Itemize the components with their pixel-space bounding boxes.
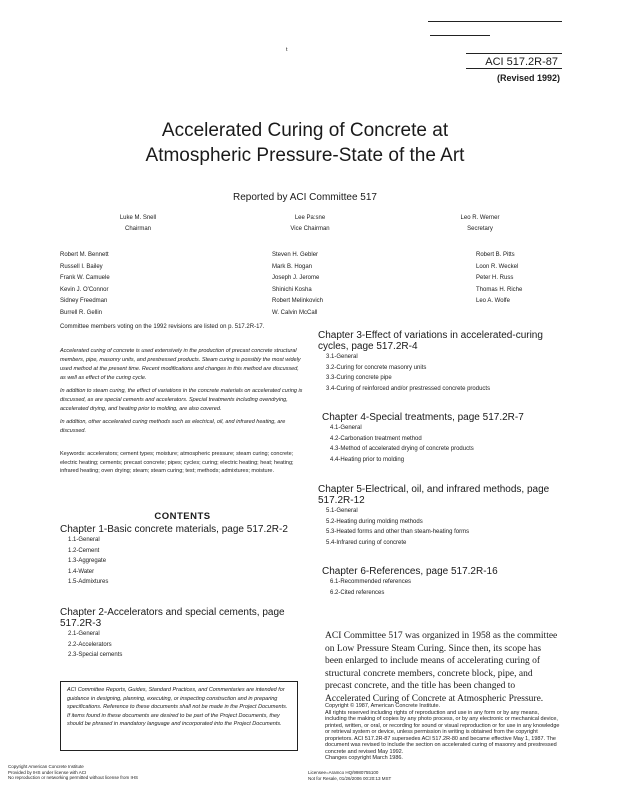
officer-name: Lee Pa:sne: [294, 215, 326, 221]
header-mark: t: [286, 47, 288, 53]
top-rule-short: [430, 35, 490, 36]
committee-note: Committee members voting on the 1992 revisions are listed on p. 517.2R-17.: [60, 324, 265, 330]
keywords: Keywords: accelerators; cement types; moisture; atmospheric pressure; steam curing; concrete; electric heating; cements; precast concrete; pipes; cycles; curing; electric heating; heat; heating; infrared heating; oven drying; steam; steam curing; test; methods; admixtures; moisture.: [60, 451, 294, 474]
footer-line: Not for Resale, 01/26/2006 00:20:13 MST: [308, 775, 392, 781]
chapter-title: Chapter 2-Accelerators and special cements, page 517.2R-3: [60, 607, 285, 629]
chapter-5: [318, 484, 562, 548]
guidance-note-box: ACI Committee Reports, Guides, Standard Practices, and Commentaries are intended for guidance in designing, planning, executing, or inspecting construction and in preparing specifications. Reference to these documents shall not be made in the Project Documents. If items found in these documents are desired to be part of the Project Documents, they should be phrased in mandatory language and incorporated into the Project Documents.: [60, 681, 298, 751]
member-name: Steven H. Gebler: [272, 252, 319, 258]
title-line-1: Accelerated Curing of Concrete at: [161, 120, 449, 141]
abstract-paragraph: In addition, other accelerated curing methods such as electrical, oil, and infrared heating, are discussed.: [60, 419, 286, 434]
member-name: W. Calvin McCall: [272, 309, 318, 316]
member-name: Mark B. Hogan: [272, 263, 313, 270]
members-column-2: [272, 250, 323, 319]
officer-vice-chairman: [250, 213, 370, 235]
officer-role: Vice Chairman: [290, 226, 330, 232]
section-item: 3.1-General: [326, 354, 358, 360]
footer-left: [8, 764, 138, 781]
copyright-line: Changes copyright March 1986.: [325, 755, 403, 761]
section-item: 1.2-Cement: [68, 547, 100, 554]
chapter-title: Chapter 5-Electrical, oil, and infrared methods, page 517.2R-12: [318, 484, 550, 506]
footer-line: No reproduction or networking permitted without license from IHS: [8, 775, 139, 780]
top-rule-long: [428, 21, 562, 22]
member-name: Loon R. Weckel: [476, 263, 519, 270]
officer-chairman: [78, 213, 198, 235]
chapter-3: [318, 330, 562, 394]
section-item: 4.3-Method of accelerated drying of concrete products: [330, 446, 474, 452]
member-name: Peter H. Russ: [476, 275, 514, 281]
copyright-note: [325, 703, 561, 762]
abstract: [60, 347, 305, 440]
member-name: Robert M. Bennett: [60, 252, 109, 258]
officer-role: Secretary: [467, 226, 493, 232]
footer-right: [308, 770, 391, 781]
abstract-paragraph: Accelerated curing of concrete is used extensively in the production of precast concrete structural members, pipe, masonry units, and prestressed products. Steam curing is possibly the most widely used method at the present time. Recent modifications and changes in this method are discussed, as well as effect of the curing cycle.: [60, 348, 301, 381]
section-item: 3.3-Curing concrete pipe: [326, 375, 392, 381]
section-item: 4.2-Carbonation treatment method: [330, 435, 422, 442]
officer-role: Chairman: [124, 226, 151, 232]
page-title: [60, 118, 550, 168]
section-item: 6.1-Recommended references: [330, 579, 412, 585]
section-item: 1.5-Admixtures: [68, 579, 109, 585]
section-item: 4.1-General: [330, 425, 362, 431]
section-item: 5.3-Heated forms and other than steam-heating forms: [326, 529, 470, 535]
footer-line: Copyright American Concrete Institute: [8, 764, 84, 769]
officer-name: Luke M. Snell: [119, 215, 157, 221]
copyright-line: All rights reserved including rights of reproduction and use in any form or by any means, including the making of copies by any photo process, or by any electronic or mechanical device, printed, written, or oral, or recording for sound or visual reproduction or for use in any knowledge or retrieval system or device, unless permission in writing is obtained from the copyright proprietors. ACI 517.2R-87 supersedes ACI 517.2R-80 and became effective May 1, 1987. The document was revised to include the section on accelerated curing of masonry and prestressed concrete and revised May 1992.: [325, 709, 560, 755]
section-item: 4.4-Heating prior to molding: [330, 456, 405, 463]
officer-name: Leo R. Werner: [460, 215, 500, 221]
revision-note: (Revised 1992): [496, 73, 560, 83]
member-name: Leo A. Wolfe: [476, 298, 510, 304]
chapter-1: [60, 524, 310, 588]
section-item: 3.2-Curing for concrete masonry units: [326, 364, 427, 371]
section-item: 3.4-Curing of reinforced and/or prestressed concrete products: [326, 385, 491, 392]
member-name: Robert Melinkovich: [272, 298, 324, 304]
section-item: 5.2-Heating during molding methods: [326, 518, 423, 525]
members-column-1: [60, 250, 110, 319]
section-item: 2.1-General: [68, 631, 100, 637]
member-name: Sidney Freedman: [60, 298, 108, 304]
section-item: 1.1-General: [68, 537, 100, 543]
section-item: 6.2-Cited references: [330, 589, 385, 596]
section-item: 2.2-Accelerators: [68, 641, 112, 648]
member-name: Russell I. Bailey: [60, 263, 103, 270]
chapter-6: [322, 566, 562, 598]
chapter-4: [322, 412, 562, 465]
document-number: ACI 517.2R-87: [466, 53, 562, 69]
section-item: 2.3-Special cements: [68, 652, 123, 658]
title-line-2: Atmospheric Pressure-State of the Art: [145, 145, 465, 166]
section-item: 1.3-Aggregate: [68, 558, 107, 564]
introduction-paragraph: ACI Committee 517 was organized in 1958 as the committee on Low Pressure Steam Curing. Since then, its scope has been enlarged to include means of accelerating curing of structural concrete members, concrete block, pipe, and precast concrete, and the title has been changed to Accelerated Curing of Concrete at Atmospheric Pressure.: [325, 631, 558, 704]
chapter-title: Chapter 4-Special treatments, page 517.2R-7: [322, 412, 524, 423]
footer-line: Licensee=Aramco HQ/9980755100: [308, 770, 379, 775]
member-name: Thomas H. Riche: [476, 286, 523, 293]
member-name: Burrell R. Gellin: [60, 309, 103, 316]
member-name: Robert B. Pitts: [476, 252, 515, 258]
chapter-2: [60, 607, 310, 661]
member-name: Joseph J. Jerome: [272, 275, 320, 281]
member-name: Kevin J. O'Connor: [60, 286, 109, 293]
officer-secretary: [420, 213, 540, 235]
reported-by: Reported by ACI Committee 517: [233, 192, 377, 203]
contents-heading: CONTENTS: [154, 511, 211, 522]
section-item: 5.1-General: [326, 508, 358, 514]
section-item: 5.4-Infrared curing of concrete: [326, 539, 407, 546]
member-name: Shinichi Kosha: [272, 286, 312, 293]
abstract-paragraph: In addition to steam curing, the effect of variations in the concrete materials on accelerated curing is discussed, as are special cements and accelerators. Special treatments including ovendrying, accelerated drying, and heating prior to molding, are also covered.: [60, 388, 303, 412]
footer-line: Provided by IHS under license with ACI: [8, 769, 87, 775]
chapter-title: Chapter 3-Effect of variations in accelerated-curing cycles, page 517.2R-4: [318, 330, 543, 352]
chapter-title: Chapter 1-Basic concrete materials, page 517.2R-2: [60, 524, 288, 535]
section-item: 1.4-Water: [68, 568, 95, 575]
members-column-3: [476, 250, 522, 308]
copyright-line: Copyright © 1987, American Concrete Institute.: [325, 703, 441, 709]
chapter-title: Chapter 6-References, page 517.2R-16: [322, 566, 498, 577]
member-name: Frank W. Camuele: [60, 275, 110, 281]
